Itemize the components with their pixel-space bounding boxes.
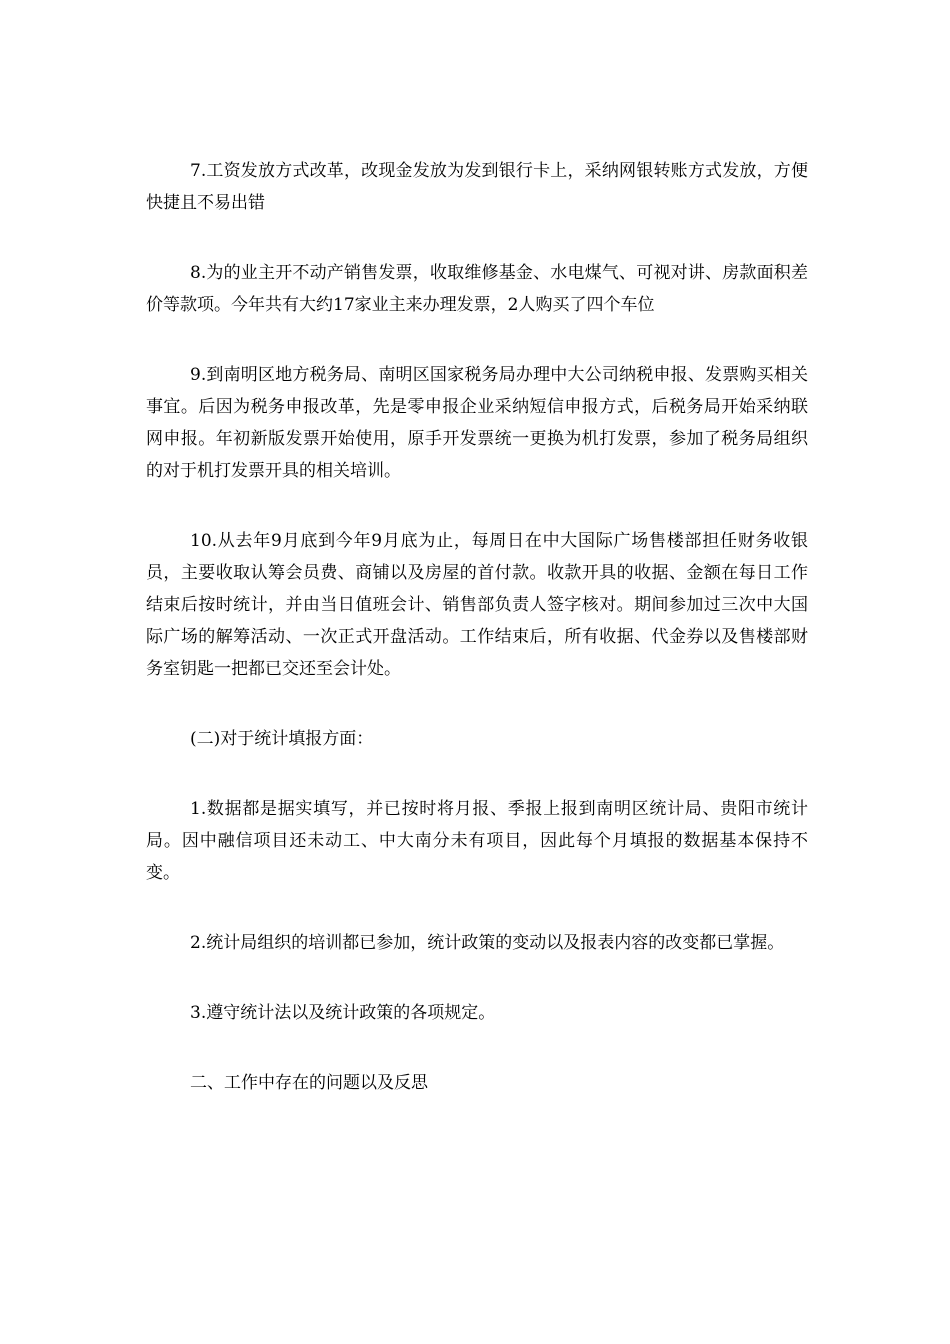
paragraph-stat-1: 1.数据都是据实填写，并已按时将月报、季报上报到南明区统计局、贵阳市统计局。因中融信项目还未动工、中大南分未有项目，因此每个月填报的数据基本保持不变。 xyxy=(146,799,808,883)
paragraph-item-9: 9.到南明区地方税务局、南明区国家税务局办理中大公司纳税申报、发票购买相关事宜。后因为税务申报改革，先是零申报企业采纳短信申报方式，后税务局开始采纳联网申报。年初新版发票开始使用，原手开发票统一更换为机打发票，参加了税务局组织的对于机打发票开具的相关培训。 xyxy=(146,365,808,481)
paragraph-stat-3: 3.遵守统计法以及统计政策的各项规定。 xyxy=(190,1003,496,1023)
document-body xyxy=(146,155,808,1099)
paragraph-item-10: 10.从去年9月底到今年9月底为止，每周日在中大国际广场售楼部担任财务收银员，主要收取认筹会员费、商铺以及房屋的首付款。收款开具的收据、金额在每日工作结束后按时统计，并由当日值班会计、销售部负责人签字核对。期间参加过三次中大国际广场的解筹活动、一次正式开盘活动。工作结束后，所有收据、代金券以及售楼部财务室钥匙一把都已交还至会计处。 xyxy=(146,531,808,679)
paragraph-item-7: 7.工资发放方式改革，改现金发放为发到银行卡上，采纳网银转账方式发放，方便快捷且不易出错 xyxy=(146,161,808,213)
section-heading-statistics: (二)对于统计填报方面： xyxy=(190,729,374,749)
section-heading-problems: 二、工作中存在的问题以及反思 xyxy=(190,1073,428,1093)
paragraph-item-8: 8.为的业主开不动产销售发票，收取维修基金、水电煤气、可视对讲、房款面积差价等款项。今年共有大约17家业主来办理发票，2人购买了四个车位 xyxy=(146,263,808,315)
paragraph-stat-2: 2.统计局组织的培训都已参加，统计政策的变动以及报表内容的改变都已掌握。 xyxy=(190,933,785,953)
